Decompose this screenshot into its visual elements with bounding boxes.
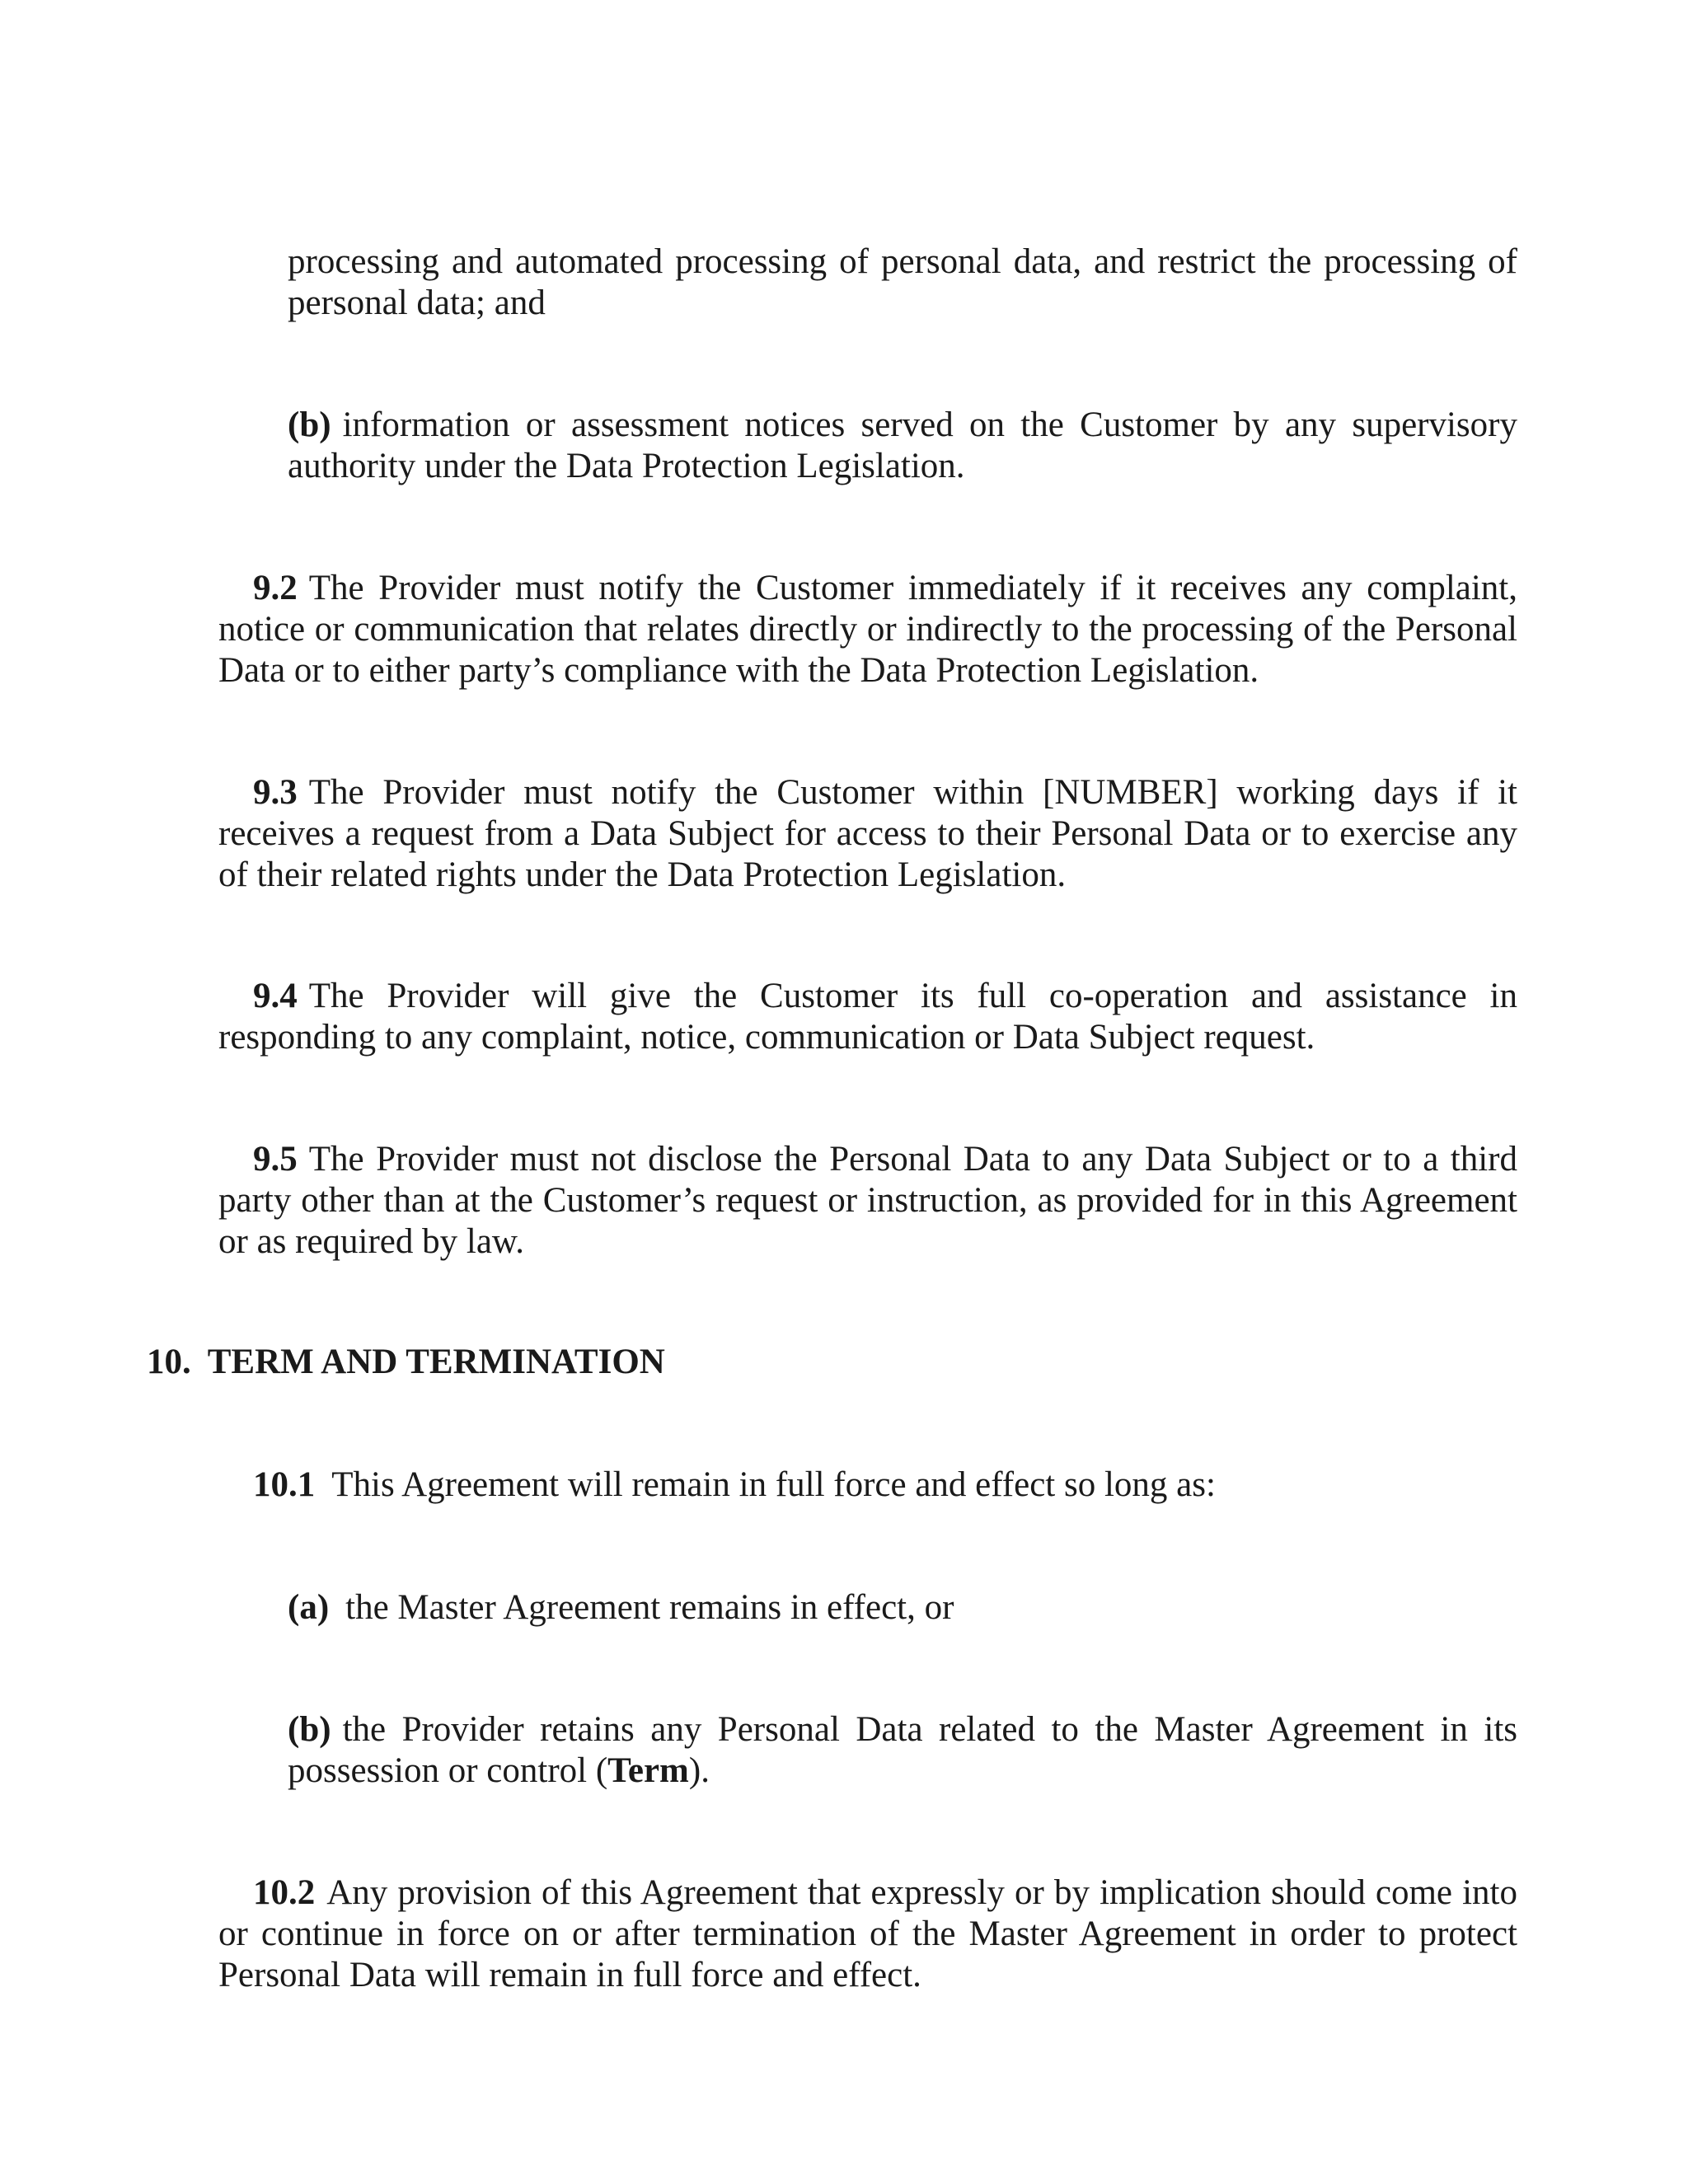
paragraph-10-1-a <box>288 1587 1517 1629</box>
clause-text: The Provider will give the Customer its full co-operation and assistance in responding to any complaint, notice, communication or Data Subject request. <box>218 977 1517 1057</box>
clause-number: 9.3 <box>253 773 298 812</box>
clause-9-4 <box>218 976 1517 1058</box>
paragraph-text: the Master Agreement remains in effect, or <box>345 1588 954 1627</box>
paragraph-a-continuation <box>288 241 1517 324</box>
clause-number: 9.5 <box>253 1140 298 1179</box>
item-label: (b) <box>288 405 331 444</box>
paragraph-text: information or assessment notices served on the Customer by any supervisory authority under the Data Protection Legislation. <box>288 405 1517 485</box>
clause-text: Any provision of this Agreement that expressly or by implication should come into or continue in force on or after termination of the Master Agreement in order to protect Personal Data will remain in full force and effect. <box>218 1873 1517 1994</box>
clause-text: The Provider must notify the Customer within [NUMBER] working days if it receives a request from a Data Subject for access to their Personal Data or to exercise any of their related rights under the Data Protection Legislation. <box>218 773 1517 894</box>
paragraph-10-1-b <box>288 1709 1517 1792</box>
item-label: (a) <box>288 1588 330 1627</box>
clause-10-1 <box>218 1465 1517 1506</box>
clause-text: The Provider must notify the Customer immediately if it receives any complaint, notice or communication that relates directly or indirectly to the processing of the Personal Data or to either party’s compliance with the Data Protection Legislation. <box>218 569 1517 690</box>
paragraph-b-notices <box>288 405 1517 487</box>
paragraph-text: the Provider retains any Personal Data related to the Master Agreement in its possession or control ( <box>288 1710 1517 1790</box>
paragraph-text-end: ). <box>688 1751 710 1790</box>
section-number: 10. <box>147 1343 191 1381</box>
clause-number: 9.2 <box>253 569 298 607</box>
clause-number: 9.4 <box>253 977 298 1015</box>
section-title: TERM AND TERMINATION <box>207 1343 665 1381</box>
clause-9-2 <box>218 568 1517 691</box>
section-heading-10 <box>147 1342 665 1383</box>
clause-number: 10.2 <box>253 1873 316 1912</box>
clause-text: The Provider must not disclose the Personal Data to any Data Subject or to a third party other than at the Customer’s request or instruction, as provided for in this Agreement or as required by law. <box>218 1140 1517 1261</box>
clause-9-5 <box>218 1139 1517 1263</box>
defined-term: Term <box>607 1751 689 1790</box>
clause-9-3 <box>218 772 1517 896</box>
item-label: (b) <box>288 1710 331 1749</box>
clause-text: This Agreement will remain in full force and effect so long as: <box>331 1465 1216 1504</box>
paragraph-text: processing and automated processing of personal data, and restrict the processing of personal data; and <box>288 242 1517 322</box>
clause-10-2 <box>218 1872 1517 1996</box>
clause-number: 10.1 <box>253 1465 316 1504</box>
